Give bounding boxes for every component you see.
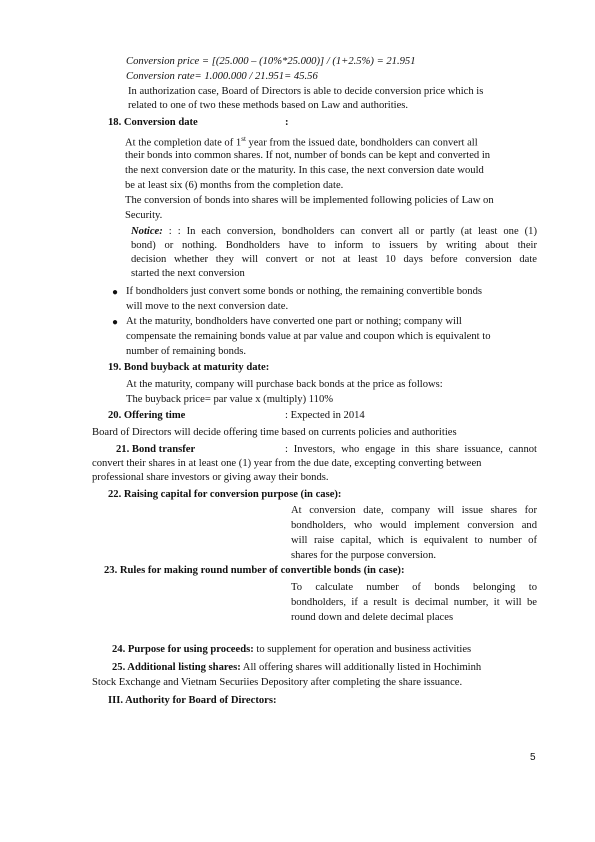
section-3-title: III. Authority for Board of Directors: (108, 695, 277, 706)
page-number: 5 (530, 752, 536, 763)
section-20-title: 20. Offering time (108, 410, 186, 421)
notice-line: started the next conversion (131, 268, 245, 279)
section-18-line: Security. (125, 210, 163, 221)
section-25: 25. Additional listing shares: All offering shares will additionally listed in Hochiminh (112, 662, 482, 673)
section-23-line: To calculate number of bonds belonging to (291, 582, 537, 593)
section-18-line: be at least six (6) months from the completion date. (125, 180, 344, 191)
notice-line: decision whether they will convert or not at least 10 days before conversion date (131, 254, 537, 265)
section-18-line: The conversion of bonds into shares will be implemented following policies of Law on (125, 195, 494, 206)
bullet-1-line: will move to the next conversion date. (126, 301, 289, 312)
section-18-colon: : (285, 117, 289, 128)
section-20-value: : Expected in 2014 (285, 410, 365, 421)
bullet-2-line: compensate the remaining bonds value at par value and coupon which is equivalent to (126, 331, 491, 342)
section-24: 24. Purpose for using proceeds: to supplement for operation and business activities (112, 644, 472, 655)
section-20-note: Board of Directors will decide offering time based on currents policies and authorities (92, 427, 457, 438)
section-18-line: their bonds into common shares. If not, number of bonds can be kept and converted in (125, 150, 491, 161)
section-19-title: 19. Bond buyback at maturity date: (108, 362, 270, 373)
section-18-first-line: At the completion date of 1st year from the issued date, bondholders can convert all (125, 135, 478, 149)
section-19-line: At the maturity, company will purchase back bonds at the price as follows: (126, 379, 443, 390)
section-21-line: professional share investors or giving away their bonds. (92, 472, 329, 483)
authorization-text-2: related to one of two these methods based on Law and authorities. (128, 100, 409, 111)
section-19-line: The buyback price= par value x (multiply) 110% (126, 394, 334, 405)
section-21-title: 21. Bond transfer (116, 444, 196, 455)
conversion-price-formula: Conversion price = [(25.000 – (10%*25.000)] / (1+2.5%) = 21.951 (126, 56, 416, 67)
section-18-title: 18. Conversion date (108, 117, 198, 128)
section-21-first-line: : Investors, who engage in this share issuance, cannot (285, 444, 537, 455)
section-25-line: Stock Exchange and Vietnam Securiies Depository after completing the share issuance. (92, 677, 463, 688)
section-22-line: will raise capital, which is equivalent to number of (291, 535, 537, 546)
bullet-1-line: If bondholders just convert some bonds or nothing, the remaining convertible bonds (126, 286, 483, 297)
section-21-line: convert their shares in at least one (1) year from the due date, excepting converting between (92, 458, 482, 469)
section-23-line: bondholders, if a result is decimal number, it will be (291, 597, 537, 608)
notice-first-line: Notice: : : In each conversion, bondholders can convert all or partly (at least one (1) (131, 226, 537, 237)
section-22-title: 22. Raising capital for conversion purpose (in case): (108, 489, 342, 500)
bullet-icon: ● (112, 287, 119, 298)
bullet-icon: ● (112, 317, 119, 328)
section-23-line: round down and delete decimal places (291, 612, 454, 623)
conversion-rate-formula: Conversion rate= 1.000.000 / 21.951= 45.56 (126, 71, 318, 82)
section-23-title: 23. Rules for making round number of convertible bonds (in case): (104, 565, 405, 576)
authorization-text-1: In authorization case, Board of Directors is able to decide conversion price which is (128, 86, 484, 97)
section-22-line: shares for the purpose conversion. (291, 550, 437, 561)
bullet-2-line: number of remaining bonds. (126, 346, 247, 357)
notice-line: bond) or nothing. Bondholders have to inform to issuers by writing about their (131, 240, 537, 251)
section-18-line: the next conversion date or the maturity. In this case, the next conversion date would (125, 165, 484, 176)
section-22-line: At conversion date, company will issue shares for (291, 505, 537, 516)
section-22-line: bondholders, who would implement conversion and (291, 520, 537, 531)
bullet-2-line: At the maturity, bondholders have converted one part or nothing; company will (126, 316, 462, 327)
